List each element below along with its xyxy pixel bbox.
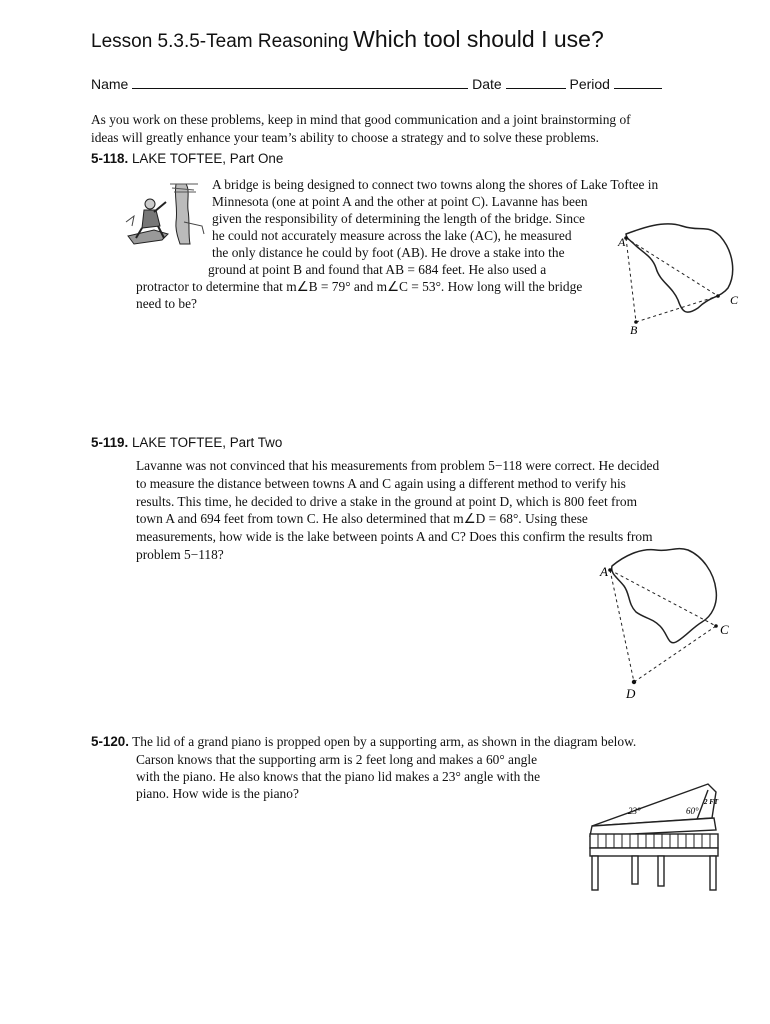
problem-line: Minnesota (one at point A and the other at point C). Lavanne has been <box>212 194 588 209</box>
arm-angle-label: 60° <box>686 806 699 816</box>
problem-line: ground at point B and found that AB = 684 feet. He also used a <box>208 262 547 277</box>
problem-line: problem 5−118? <box>136 547 224 562</box>
intro-line: As you work on these problems, keep in mind that good communication and a joint brainstorming of <box>91 112 631 127</box>
date-blank[interactable] <box>506 76 566 89</box>
problem-line: to measure the distance between towns A and C again using a different method to verify his <box>136 476 626 491</box>
problem-number: 5-120. <box>91 734 129 749</box>
problem-line: town A and 694 feet from town C. He also determined that m∠D = 68°. Using these <box>136 511 588 526</box>
intro-line: ideas will greatly enhance your team’s ability to choose a strategy and to solve these problems. <box>91 130 599 145</box>
problem-line: results. This time, he decided to drive a stake in the ground at point D, which is 800 feet from <box>136 494 638 509</box>
lake-diagram-118 <box>612 212 752 342</box>
problem-line: need to be? <box>136 296 197 311</box>
point-b-label: B <box>630 323 638 337</box>
problem-line: given the responsibility of determining the length of the bridge. Since <box>212 211 585 226</box>
lesson-label: Lesson 5.3.5-Team Reasoning <box>91 31 349 52</box>
point-c-label: C <box>720 622 729 637</box>
problem-line: the only distance he could by foot (AB). He drove a stake into the <box>212 245 565 260</box>
point-a-label: A <box>600 564 608 579</box>
problem-119-heading <box>91 435 282 450</box>
period-label: Period <box>569 76 610 92</box>
arm-length-label: 2 FT <box>704 798 719 806</box>
problem-line: with the piano. He also knows that the piano lid makes a 23° angle with the <box>136 769 541 784</box>
point-d-label: D <box>626 686 636 701</box>
lid-angle-label: 23° <box>628 806 641 816</box>
problem-first-line: The lid of a grand piano is propped open by a supporting arm, as shown in the diagram below. <box>132 734 637 749</box>
problem-line: measurements, how wide is the lake between points A and C? Does this confirm the results from <box>136 529 653 544</box>
problem-title: LAKE TOFTEE, Part Two <box>131 435 283 450</box>
problem-line <box>91 733 636 751</box>
problem-118-heading <box>91 151 283 166</box>
point-c-label: C <box>730 293 739 307</box>
name-label: Name <box>91 76 129 92</box>
problem-line: piano. How wide is the piano? <box>136 786 299 801</box>
problem-line: Lavanne was not convinced that his measurements from problem 5−118 were correct. He decided <box>136 458 660 473</box>
problem-number: 5-119. <box>91 435 129 450</box>
problem-title: LAKE TOFTEE, Part One <box>131 151 284 166</box>
lake-diagram-119 <box>596 542 746 704</box>
problem-line: protractor to determine that m∠B = 79° and m∠C = 53°. How long will the bridge <box>136 279 583 294</box>
name-blank[interactable] <box>132 76 468 89</box>
page-title: Which tool should I use? <box>353 26 604 52</box>
lesson-header <box>91 26 604 53</box>
period-blank[interactable] <box>614 76 662 89</box>
problem-line: Carson knows that the supporting arm is 2 feet long and makes a 60° angle <box>136 752 538 767</box>
point-a-label: A <box>618 235 626 249</box>
name-date-period-line <box>91 76 662 92</box>
problem-line: A bridge is being designed to connect two towns along the shores of Lake Toftee in <box>212 177 659 192</box>
date-label: Date <box>472 76 502 92</box>
surveyor-illustration <box>124 182 208 246</box>
problem-line: he could not accurately measure across the lake (AC), he measured <box>212 228 572 243</box>
grand-piano-diagram <box>584 778 734 894</box>
problem-number: 5-118. <box>91 151 129 166</box>
